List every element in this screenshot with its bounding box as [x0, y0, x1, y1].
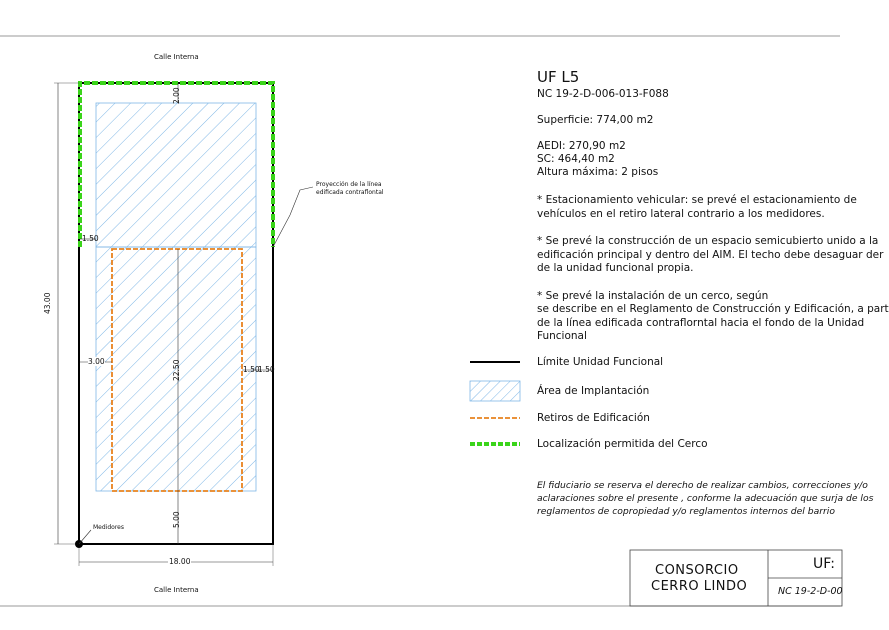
company-name-line-2: CERRO LINDO — [651, 579, 748, 594]
projection-annotation-2: edificada contraflontal — [316, 189, 384, 196]
surface: Superficie: 774,00 m2 — [537, 114, 654, 126]
nc-code: NC 19-2-D-006-013-F088 — [537, 88, 669, 100]
disclaimer-line-2: aclaraciones sobre el presente , conforme la adecuación que surja de los — [537, 493, 874, 504]
legend-label-boundary: Límite Unidad Funcional — [537, 356, 664, 368]
sc: SC: 464,40 m2 — [537, 153, 615, 165]
dim-label-upper-left: 1.50 — [82, 234, 99, 243]
dim-label-right: 1.50 — [243, 365, 260, 374]
legend-label-fence: Localización permitida del Cerco — [537, 438, 708, 450]
dim-label-left: 3.00 — [88, 357, 105, 366]
street-label-bottom: Calle Interna — [154, 586, 199, 594]
aedi: AEDI: 270,90 m2 — [537, 140, 626, 152]
street-label-top: Calle Interna — [154, 53, 199, 61]
semicovered-note-1: * Se prevé la construcción de un espacio semicubierto unido a la — [537, 235, 879, 247]
meters-annotation: Medidores — [93, 524, 124, 531]
implantation-area-front — [96, 103, 256, 247]
dim-label-front: 2.00 — [172, 87, 181, 104]
semicovered-note-2: edificación principal y dentro del AIM. El techo debe desaguar der — [537, 249, 884, 261]
projection-annotation-1: Proyección de la línea — [316, 181, 382, 188]
nc-partial: NC 19-2-D-00 — [778, 586, 843, 597]
uf-label: UF: — [813, 556, 835, 572]
legend-label-implantation: Área de Implantación — [537, 385, 650, 397]
fence-note-2: se describe en el Reglamento de Construcción y Edificación, a part — [537, 303, 889, 315]
fence-note-1: * Se prevé la instalación de un cerco, según — [537, 290, 769, 302]
max-height: Altura máxima: 2 pisos — [537, 166, 659, 178]
projection-leader — [273, 187, 313, 247]
legend-label-setback: Retiros de Edificación — [537, 412, 650, 424]
dim-label-right-2: 1.50 — [258, 365, 275, 374]
semicovered-note-3: de la unidad funcional propia. — [537, 262, 694, 274]
dim-label-build-depth: 22.50 — [172, 359, 181, 381]
dim-label-depth: 43.00 — [43, 292, 52, 314]
legend-swatch-hatch — [470, 381, 520, 401]
disclaimer-line-1: El fiduciario se reserva el derecho de realizar cambios, correcciones y/o — [537, 480, 868, 491]
fence-note-3: de la línea edificada contraflorntal hacia el fondo de la Unidad — [537, 317, 865, 329]
parking-note-2: vehículos en el retiro lateral contrario a los medidores. — [537, 208, 825, 220]
company-name-line-1: CONSORCIO — [655, 563, 739, 578]
dim-label-width: 18.00 — [169, 557, 191, 566]
disclaimer-line-3: reglamentos de copropiedad y/o reglamentos internos del barrio — [537, 506, 835, 517]
fence-note-4: Funcional — [537, 330, 587, 342]
parking-note-1: * Estacionamiento vehicular: se prevé el estacionamiento de — [537, 194, 857, 206]
uf-title: UF L5 — [537, 68, 580, 86]
dim-label-rear: 5.00 — [172, 511, 181, 528]
